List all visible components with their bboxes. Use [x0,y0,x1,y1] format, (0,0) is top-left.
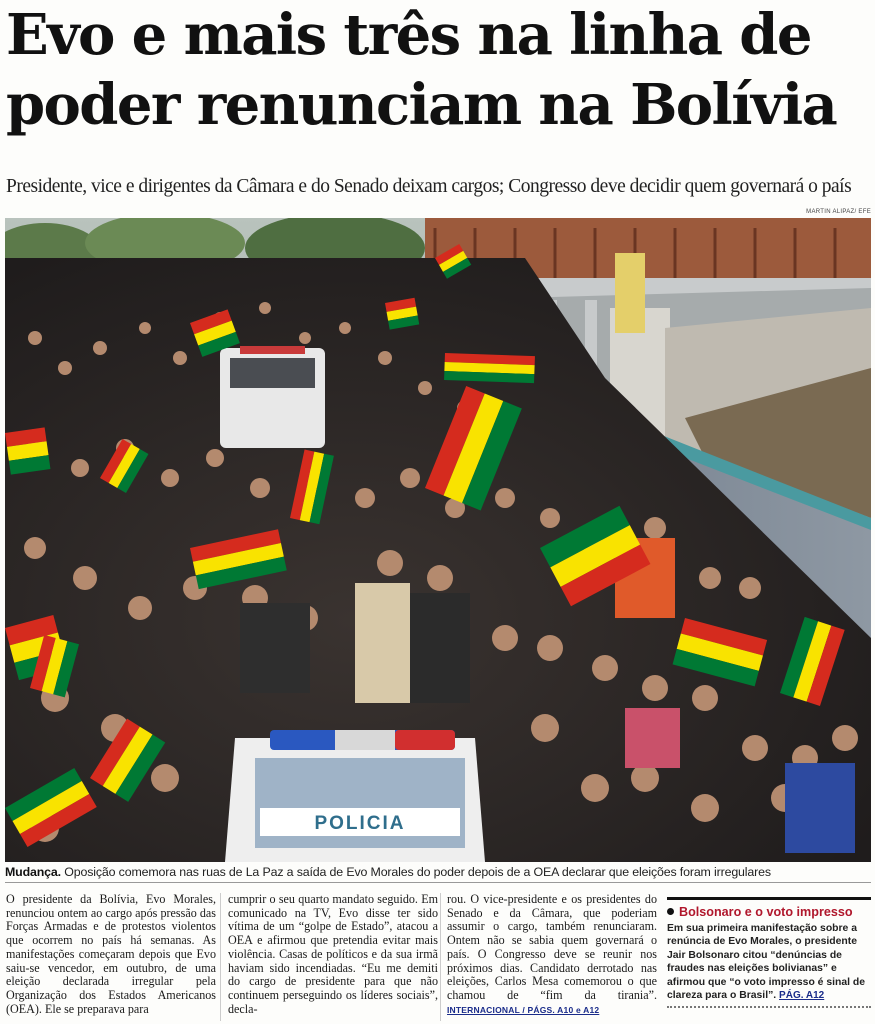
sidebar-body [667,922,871,1002]
sidebar-body-text: Em sua primeira manifestação sobre a renúncia de Evo Morales, o presidente Jair Bolsonaro citou “denúncias de fraudes nas eleições bolivianas” e afirmou que “o voto impresso é sinal de clareza para o Brasil”. [667,923,866,1002]
police-vehicle-label: POLICIA [314,813,406,834]
caption-lead: Mudança. [5,865,61,879]
photo-caption [5,864,871,880]
section-page-link[interactable]: INTERNACIONAL / PÁGS. A10 e A12 [447,1004,600,1015]
article-column-2 [228,893,438,1016]
sidebar-title [667,905,871,920]
article-column-2-text: cumprir o seu quarto mandato seguido. Em comunicado na TV, Evo disse ter sido vítima de um “golpe de Estado”, atacou a OEA e afirmou que pretendia evitar mais violência. Casas de políticos e da sua irmã haviam sido incendiadas. “Eu me demiti do cargo de presidente para que não continuem perseguindo os líderes sociais”, decla- [228,892,438,1016]
sidebar-page-link[interactable]: PÁG. A12 [779,990,825,1002]
sidebar-dotted-rule [667,1006,871,1011]
column-divider [440,893,441,1021]
column-divider [220,893,221,1021]
subheadline: Presidente, vice e dirigentes da Câmara e do Senado deixam cargos; Congresso deve decidir quem governará o país [6,176,852,197]
article-column-1-text: O presidente da Bolívia, Evo Morales, renunciou ontem ao cargo após pressão das Forças Armadas e de protestos violentos que ocorrem no país há semanas. As manifestações começaram depois que Evo saiu-se vencedor, em outubro, de uma eleição declarada irregular pela Organização dos Estados Americanos (OEA). Ele se preparava para [6,892,216,1016]
headline-line-2: poder renunciam na Bolívia [6,72,837,138]
bullet-icon [667,908,674,915]
photo-credit: MARTIN ALIPAZ/ EFE [806,209,871,215]
caption-divider [5,882,871,883]
headline [6,0,872,140]
sidebar-box [667,897,871,1011]
article-column-3-text: rou. O vice-presidente e os presidentes do Senado e da Câmara, que poderiam assumir o cargo, também renunciaram. Ontem não se sabia quem governará o país. O Congresso deve se reunir nos próximos dias. Candidato derrotado nas eleições, Carlos Mesa comemorou o que chamou de “fim da tirania”. [447,892,657,1002]
article-column-3 [447,893,657,1017]
article-column-1 [6,893,216,1016]
headline-line-1: Evo e mais três na linha de [6,2,811,68]
news-photo [5,218,871,862]
caption-text: Oposição comemora nas ruas de La Paz a saída de Evo Morales do poder depois de a OEA declarar que eleições foram irregulares [60,865,771,879]
sidebar-title-text: Bolsonaro e o voto impresso [679,905,853,919]
